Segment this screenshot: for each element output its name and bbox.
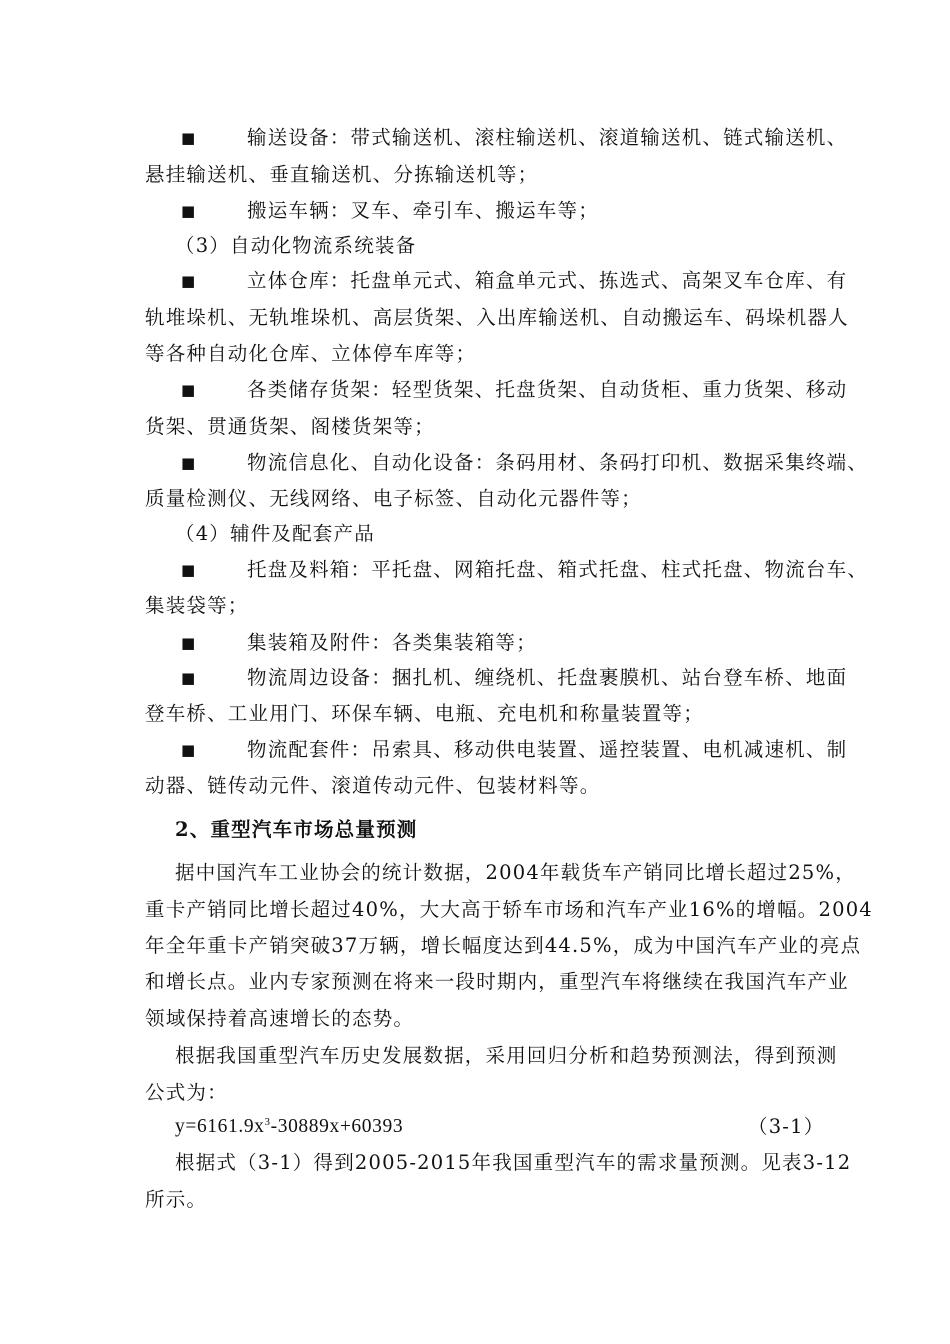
text-line: 悬挂输送机、垂直输送机、分拣输送机等； [145, 163, 539, 186]
bullet-text-conveying-equipment: 输送设备：带式输送机、滚柱输送机、滚道输送机、链式输送机、 [247, 126, 848, 149]
bullet-square-icon: ■ [181, 634, 196, 652]
formula-post: -30889x+60393 [270, 1116, 404, 1137]
bullet-square-icon: ■ [181, 272, 196, 290]
paragraph-line: 重卡产销同比增长超过40%，大大高于轿车市场和汽车产业16%的增幅。2004 [145, 898, 873, 921]
equation-number: （3-1） [748, 1115, 825, 1138]
formula [175, 1114, 403, 1140]
paragraph-line: 和增长点。业内专家预测在将来一段时期内，重型汽车将继续在我国汽车产业 [145, 970, 849, 993]
bullet-text-containers: 集装箱及附件：各类集装箱等； [247, 631, 537, 654]
bullet-text-info-automation: 物流信息化、自动化设备：条码用材、条码打印机、数据采集终端、 [247, 451, 869, 474]
bullet-text-storage-shelves: 各类储存货架：轻型货架、托盘货架、自动货柜、重力货架、移动 [247, 378, 848, 401]
bullet-text-pallets-bins: 托盘及料箱：平托盘、网箱托盘、箱式托盘、柱式托盘、物流台车、 [247, 558, 869, 581]
bullet-square-icon: ■ [181, 129, 196, 147]
paragraph-line: 根据式（3-1）得到2005-2015年我国重型汽车的需求量预测。见表3-12 [175, 1151, 852, 1174]
paragraph-line: 领域保持着高速增长的态势。 [145, 1007, 415, 1030]
bullet-text-peripheral-equipment: 物流周边设备：捆扎机、缠绕机、托盘裹膜机、站台登车桥、地面 [247, 666, 848, 689]
text-line: 登车桥、工业用门、环保车辆、电瓶、充电机和称量装置等； [145, 702, 704, 725]
bullet-square-icon: ■ [181, 741, 196, 759]
text-line: 质量检测仪、无线网络、电子标签、自动化元器件等； [145, 487, 642, 510]
bullet-square-icon: ■ [181, 669, 196, 687]
subheading-automated-logistics: （3）自动化物流系统装备 [175, 234, 417, 257]
formula-exponent: 3 [264, 1116, 271, 1128]
bullet-text-stereo-warehouse: 立体仓库：托盘单元式、箱盒单元式、拣选式、高架叉车仓库、有 [247, 269, 848, 292]
text-line: 货架、贯通货架、阁楼货架等； [145, 415, 435, 438]
text-line: 动器、链传动元件、滚道传动元件、包装材料等。 [145, 774, 601, 797]
bullet-text-handling-vehicles: 搬运车辆：叉车、牵引车、搬运车等； [247, 199, 599, 222]
paragraph-line: 根据我国重型汽车历史发展数据，采用回归分析和趋势预测法，得到预测 [175, 1044, 838, 1067]
bullet-square-icon: ■ [181, 202, 196, 220]
section-title: 2、重型汽车市场总量预测 [175, 818, 418, 841]
bullet-square-icon: ■ [181, 454, 196, 472]
text-line: 等各种自动化仓库、立体停车库等； [145, 342, 477, 365]
bullet-square-icon: ■ [181, 561, 196, 579]
text-line: 轨堆垛机、无轨堆垛机、高层货架、入出库输送机、自动搬运车、码垛机器人 [145, 306, 849, 329]
bullet-text-supporting-parts: 物流配套件：吊索具、移动供电装置、遥控装置、电机减速机、制 [247, 738, 848, 761]
paragraph-line: 据中国汽车工业协会的统计数据，2004年载货车产销同比增长超过25%， [175, 861, 856, 884]
text-line: 集装袋等； [145, 594, 249, 617]
paragraph-line: 年全年重卡产销突破37万辆，增长幅度达到44.5%，成为中国汽车产业的亮点 [145, 934, 862, 957]
bullet-square-icon: ■ [181, 381, 196, 399]
subheading-accessories: （4）辅件及配套产品 [175, 522, 375, 545]
formula-pre: y=6161.9x [175, 1116, 265, 1137]
paragraph-line: 所示。 [145, 1188, 208, 1211]
paragraph-line: 公式为： [145, 1081, 228, 1104]
